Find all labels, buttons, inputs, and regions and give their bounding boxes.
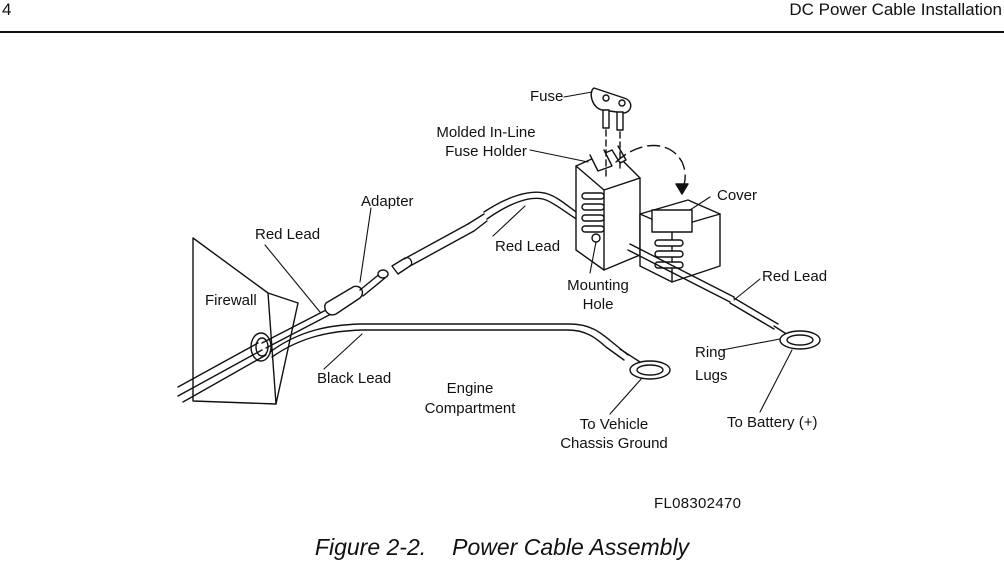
drawing-code: FL08302470 [654, 495, 742, 512]
label-red-lead-right: Red Lead [762, 268, 828, 285]
label-mounting-1: Mounting [567, 277, 629, 294]
caption-title: Power Cable Assembly [452, 534, 690, 560]
label-engine-1: Engine [446, 380, 494, 397]
label-cover: Cover [717, 187, 758, 204]
label-red-lead-left: Red Lead [255, 226, 321, 243]
red-lead-upper [484, 192, 582, 221]
page-number: 4 [2, 0, 12, 19]
caption-number: Figure 2-2. [314, 534, 427, 560]
label-battery: To Battery (+) [727, 414, 818, 431]
label-ring: Ring [695, 344, 726, 361]
label-lugs: Lugs [695, 367, 728, 384]
label-mounting-2: Hole [582, 296, 614, 313]
adapter-connector [325, 214, 487, 315]
label-red-lead-middle: Red Lead [495, 238, 561, 255]
label-black-lead: Black Lead [317, 370, 392, 387]
label-fuse-holder-2: Fuse Holder [445, 143, 527, 160]
ring-lug-battery [780, 331, 820, 349]
running-title: DC Power Cable Installation [789, 0, 1002, 19]
label-vehicle-1: To Vehicle [579, 416, 649, 433]
label-vehicle-2: Chassis Ground [560, 435, 668, 452]
figure-caption [0, 534, 1004, 561]
fuse-blade [591, 88, 631, 130]
ring-lug-ground [620, 349, 670, 379]
label-engine-2: Compartment [424, 400, 516, 417]
label-fuse-holder-1: Molded In-Line [436, 124, 536, 141]
label-fuse: Fuse [530, 88, 564, 105]
label-adapter: Adapter [361, 193, 414, 210]
label-firewall: Firewall [205, 292, 257, 309]
